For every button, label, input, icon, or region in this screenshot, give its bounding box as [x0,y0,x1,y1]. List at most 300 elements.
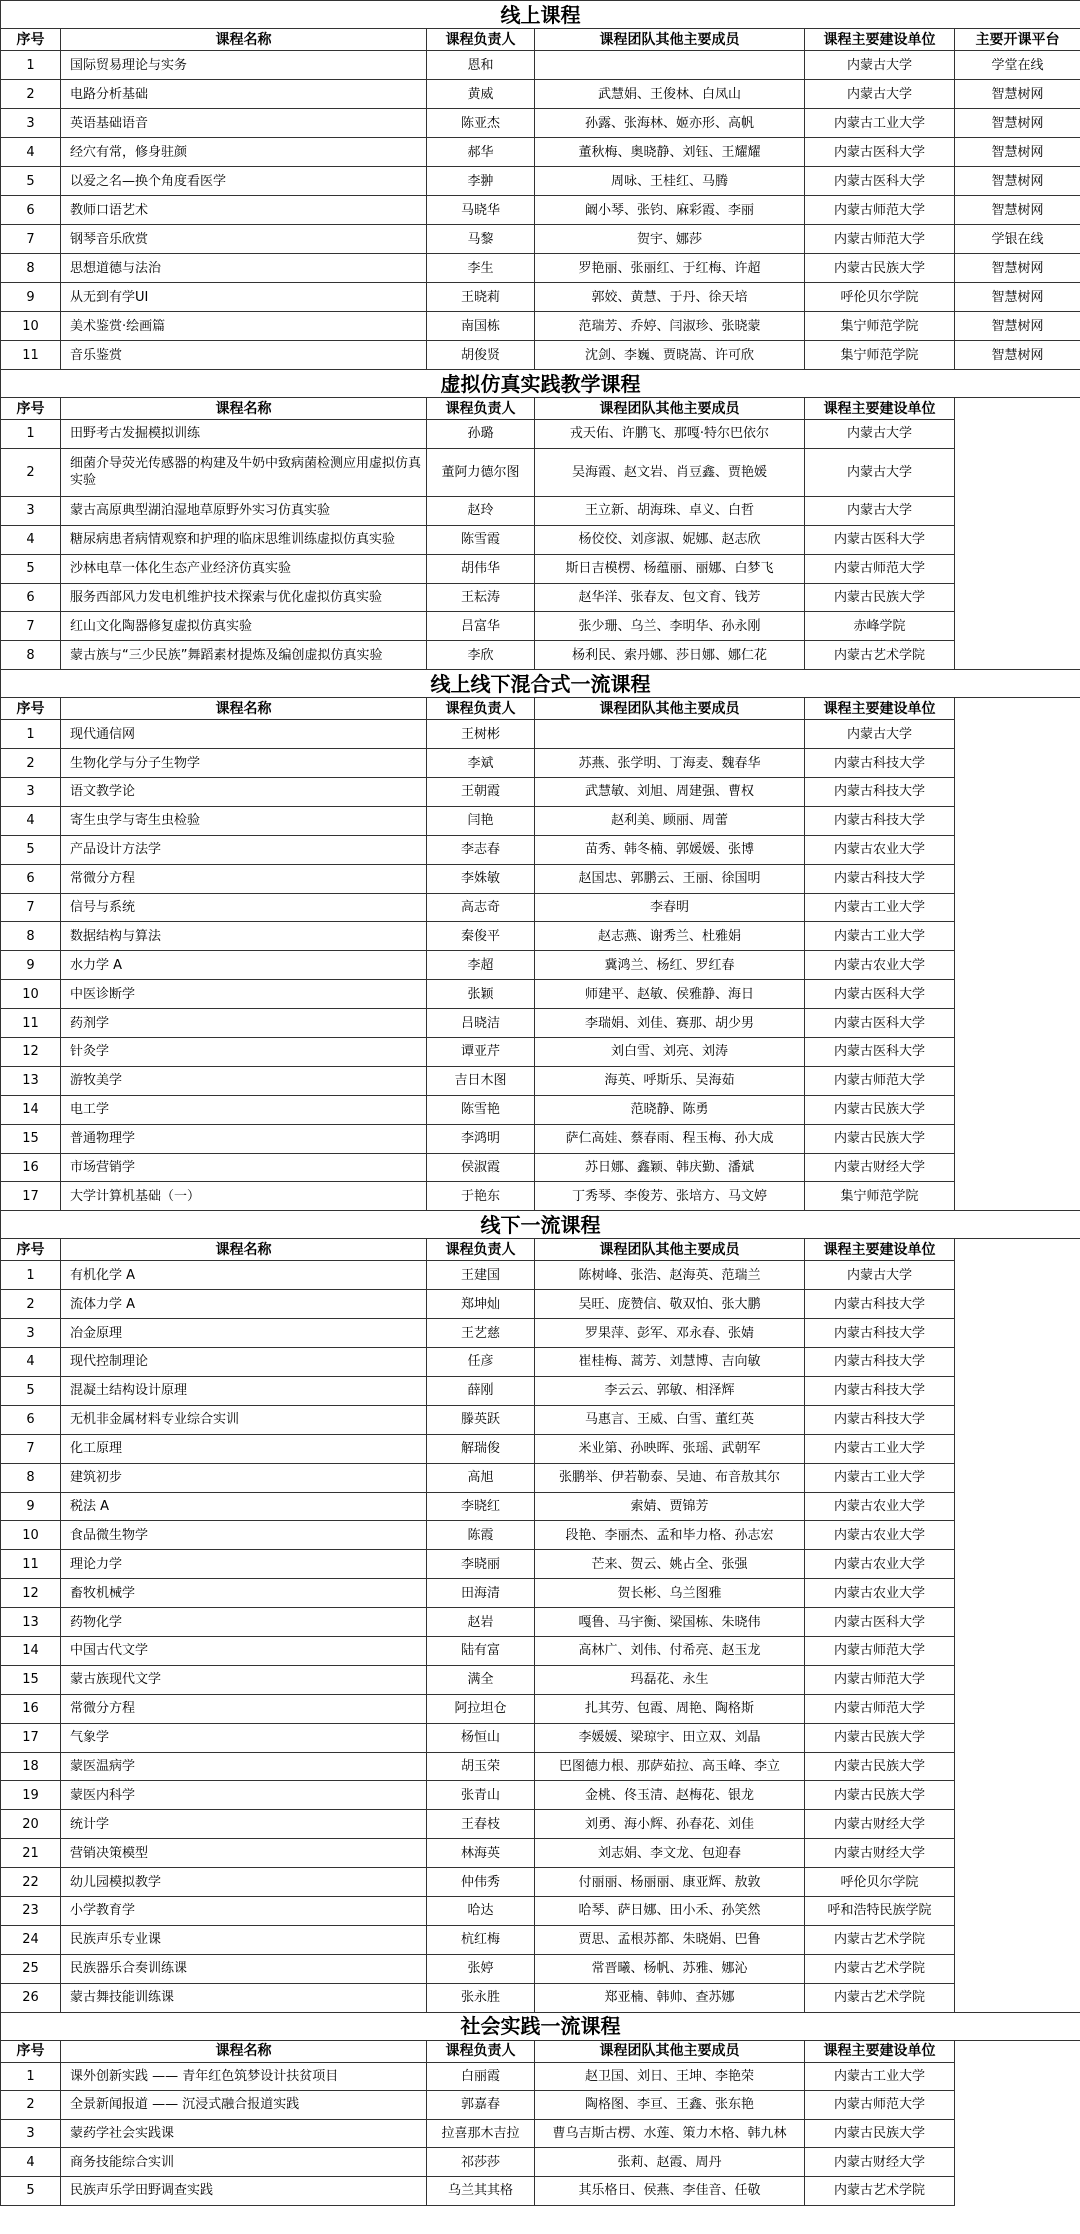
course-lead: 薛刚 [427,1376,535,1405]
table-row [1,1066,1080,1095]
table-row [1,554,1080,583]
table-row [1,1376,1080,1405]
course-name: 水力学 A [61,951,427,980]
empty-cell [955,864,1080,893]
row-index: 18 [1,1752,61,1781]
course-lead: 秦俊平 [427,922,535,951]
row-index: 1 [1,720,61,749]
table-row [1,225,1080,254]
course-lead: 吉日木图 [427,1066,535,1095]
empty-cell [955,612,1080,641]
header-platform: 主要开课平台 [955,29,1080,51]
institution: 内蒙古医科大学 [805,980,955,1009]
team-members: 刘勇、海小辉、孙春花、刘佳 [535,1810,805,1839]
table-row [1,1896,1080,1925]
team-members: 孙露、张海林、姬亦形、高帆 [535,109,805,138]
empty-cell [955,1954,1080,1983]
course-lead: 李生 [427,254,535,283]
course-name: 音乐鉴赏 [61,341,427,370]
course-name: 蒙古族与“三少民族”舞蹈素材提炼及编创虚拟仿真实验 [61,641,427,670]
table-row [1,951,1080,980]
team-members: 冀鸿兰、杨红、罗红春 [535,951,805,980]
platform: 智慧树网 [955,254,1080,283]
platform: 智慧树网 [955,312,1080,341]
header-lead: 课程负责人 [427,2040,535,2062]
course-lead: 陆有富 [427,1636,535,1665]
row-index: 20 [1,1810,61,1839]
header-lead: 课程负责人 [427,1239,535,1261]
empty-cell [955,496,1080,525]
table-row [1,1723,1080,1752]
row-index: 3 [1,2119,61,2148]
team-members: 刘白雪、刘亮、刘涛 [535,1038,805,1067]
course-name: 沙林电草一体化生态产业经济仿真实验 [61,554,427,583]
table-row [1,448,1080,496]
institution: 内蒙古大学 [805,448,955,496]
team-members: 刘志娟、李文龙、包迎春 [535,1839,805,1868]
empty-cell [955,951,1080,980]
institution: 内蒙古大学 [805,720,955,749]
course-name: 蒙医温病学 [61,1752,427,1781]
table-row [1,1694,1080,1723]
row-index: 8 [1,1463,61,1492]
course-lead: 马晓华 [427,196,535,225]
institution: 内蒙古民族大学 [805,1723,955,1752]
row-index: 19 [1,1781,61,1810]
header-course-name: 课程名称 [61,398,427,420]
row-index: 6 [1,864,61,893]
empty-cell [955,1376,1080,1405]
row-index: 9 [1,951,61,980]
row-index: 6 [1,196,61,225]
row-index: 4 [1,525,61,554]
course-name: 药物化学 [61,1608,427,1637]
empty-cell [955,1348,1080,1377]
course-lead: 郝华 [427,138,535,167]
empty-cell [955,1405,1080,1434]
institution: 内蒙古民族大学 [805,254,955,283]
institution: 内蒙古科技大学 [805,1376,955,1405]
institution: 内蒙古工业大学 [805,2062,955,2091]
empty-cell [955,749,1080,778]
course-lead: 祁莎莎 [427,2148,535,2177]
team-members: 吴旺、庞赞信、敬双怕、张大鹏 [535,1290,805,1319]
empty-cell [955,1839,1080,1868]
course-lead: 高志奇 [427,893,535,922]
course-lead: 张永胜 [427,1983,535,2012]
institution: 内蒙古科技大学 [805,864,955,893]
table-row [1,864,1080,893]
team-members: 苏燕、张学明、丁海麦、魏春华 [535,749,805,778]
course-name: 糖尿病患者病情观察和护理的临床思维训练虚拟仿真实验 [61,525,427,554]
team-members: 扎其劳、包霞、周艳、陶格斯 [535,1694,805,1723]
team-members: 武慧娟、王俊林、白凤山 [535,80,805,109]
empty-cell [955,1608,1080,1637]
institution: 内蒙古财经大学 [805,1839,955,1868]
empty-cell [955,1579,1080,1608]
header-institution: 课程主要建设单位 [805,29,955,51]
course-lead: 任彦 [427,1348,535,1377]
course-lead: 陈雪艳 [427,1095,535,1124]
table-row [1,2119,1080,2148]
course-name: 产品设计方法学 [61,835,427,864]
empty-cell [955,806,1080,835]
course-name: 建筑初步 [61,1463,427,1492]
table-row [1,922,1080,951]
table-row [1,612,1080,641]
header-course-name: 课程名称 [61,29,427,51]
table-header-row [1,398,1080,420]
course-lead: 胡玉荣 [427,1752,535,1781]
empty-cell [955,1239,1080,1261]
course-name: 信号与系统 [61,893,427,922]
header-institution: 课程主要建设单位 [805,398,955,420]
empty-cell [955,2176,1080,2205]
row-index: 11 [1,341,61,370]
course-name: 普通物理学 [61,1124,427,1153]
course-name: 商务技能综合实训 [61,2148,427,2177]
row-index: 3 [1,109,61,138]
table-row [1,1636,1080,1665]
institution: 内蒙古民族大学 [805,2119,955,2148]
institution: 内蒙古医科大学 [805,1038,955,1067]
course-name: 电工学 [61,1095,427,1124]
table-row [1,1319,1080,1348]
team-members: 曹乌吉斯古楞、水莲、策力木格、韩九林 [535,2119,805,2148]
header-institution: 课程主要建设单位 [805,2040,955,2062]
course-name: 统计学 [61,1810,427,1839]
course-lead: 闫艳 [427,806,535,835]
table-row [1,980,1080,1009]
table-row [1,1839,1080,1868]
institution: 内蒙古大学 [805,420,955,449]
row-index: 13 [1,1066,61,1095]
course-name: 有机化学 A [61,1261,427,1290]
course-lead: 胡伟华 [427,554,535,583]
table-row [1,2062,1080,2091]
course-name: 课外创新实践 —— 青年红色筑梦设计扶贫项目 [61,2062,427,2091]
course-name: 民族声乐专业课 [61,1925,427,1954]
course-name: 民族器乐合奏训练课 [61,1954,427,1983]
empty-cell [955,1694,1080,1723]
course-name: 蒙古高原典型湖泊湿地草原野外实习仿真实验 [61,496,427,525]
course-name: 英语基础语音 [61,109,427,138]
row-index: 12 [1,1038,61,1067]
row-index: 11 [1,1009,61,1038]
row-index: 1 [1,420,61,449]
course-name: 流体力学 A [61,1290,427,1319]
section-title: 虚拟仿真实践教学课程 [1,370,1080,398]
empty-cell [955,448,1080,496]
institution: 内蒙古农业大学 [805,835,955,864]
institution: 内蒙古工业大学 [805,893,955,922]
institution: 内蒙古艺术学院 [805,1954,955,1983]
team-members: 索婧、贾锦芳 [535,1492,805,1521]
team-members: 赵华洋、张春友、包文育、钱芳 [535,583,805,612]
row-index: 9 [1,1492,61,1521]
table-row [1,641,1080,670]
empty-cell [955,1492,1080,1521]
course-name: 寄生虫学与寄生虫检验 [61,806,427,835]
course-name: 蒙药学社会实践课 [61,2119,427,2148]
course-lead: 马黎 [427,225,535,254]
row-index: 11 [1,1550,61,1579]
course-lead: 侯淑霞 [427,1153,535,1182]
course-lead: 王耘涛 [427,583,535,612]
table-row [1,1521,1080,1550]
table-row [1,283,1080,312]
row-index: 24 [1,1925,61,1954]
course-lead: 杭红梅 [427,1925,535,1954]
row-index: 10 [1,980,61,1009]
platform: 学银在线 [955,225,1080,254]
table-row [1,749,1080,778]
empty-cell [955,2091,1080,2120]
institution: 内蒙古工业大学 [805,109,955,138]
table-row [1,2176,1080,2205]
institution: 集宁师范学院 [805,1182,955,1211]
empty-cell [955,1868,1080,1897]
team-members: 赵国忠、郭鹏云、王丽、徐国明 [535,864,805,893]
team-members: 郭姣、黄慧、于丹、徐天培 [535,283,805,312]
team-members: 李瑞娟、刘佳、赛那、胡少男 [535,1009,805,1038]
header-index: 序号 [1,29,61,51]
institution: 内蒙古工业大学 [805,922,955,951]
table-row [1,720,1080,749]
team-members: 段艳、李丽杰、孟和毕力格、孙志宏 [535,1521,805,1550]
course-lead: 高旭 [427,1463,535,1492]
empty-cell [955,778,1080,807]
table-row [1,196,1080,225]
institution: 内蒙古大学 [805,80,955,109]
course-name: 畜牧机械学 [61,1579,427,1608]
institution: 内蒙古师范大学 [805,554,955,583]
team-members: 戎天佑、许鹏飞、那嘎·特尔巴依尔 [535,420,805,449]
institution: 内蒙古师范大学 [805,2091,955,2120]
course-lead: 白丽霞 [427,2062,535,2091]
empty-cell [955,893,1080,922]
team-members: 巴图德力根、那萨茹拉、高玉峰、李立 [535,1752,805,1781]
institution: 内蒙古民族大学 [805,1781,955,1810]
table-row [1,1261,1080,1290]
institution: 赤峰学院 [805,612,955,641]
course-lead: 李欣 [427,641,535,670]
institution: 内蒙古农业大学 [805,1550,955,1579]
table-row [1,1752,1080,1781]
section-title-row-virtual-sim [1,370,1080,398]
empty-cell [955,1463,1080,1492]
table-row [1,1405,1080,1434]
course-name: 理论力学 [61,1550,427,1579]
institution: 内蒙古工业大学 [805,1463,955,1492]
course-lead: 满全 [427,1665,535,1694]
team-members: 马惠言、王威、白雪、董红英 [535,1405,805,1434]
team-members: 付丽丽、杨丽丽、康亚辉、敖敦 [535,1868,805,1897]
team-members: 罗艳丽、张丽红、于红梅、许超 [535,254,805,283]
team-members: 沈剑、李巍、贾晓嵩、许可欣 [535,341,805,370]
team-members: 陈树峰、张浩、赵海英、范瑞兰 [535,1261,805,1290]
row-index: 7 [1,893,61,922]
course-name: 电路分析基础 [61,80,427,109]
table-row [1,1434,1080,1463]
header-lead: 课程负责人 [427,29,535,51]
course-name: 小学教育学 [61,1896,427,1925]
institution: 内蒙古医科大学 [805,138,955,167]
empty-cell [955,922,1080,951]
team-members: 金桃、佟玉清、赵梅花、银龙 [535,1781,805,1810]
empty-cell [955,583,1080,612]
row-index: 17 [1,1723,61,1752]
empty-cell [955,1636,1080,1665]
course-name: 蒙古族现代文学 [61,1665,427,1694]
table-row [1,341,1080,370]
team-members: 李云云、郭敏、相泽辉 [535,1376,805,1405]
course-name: 细菌介导荧光传感器的构建及牛奶中致病菌检测应用虚拟仿真实验 [61,448,427,496]
section-title-row-offline [1,1211,1080,1239]
team-members: 董秋梅、奥晓静、刘钰、王耀耀 [535,138,805,167]
course-lead: 李超 [427,951,535,980]
team-members: 玛磊花、永生 [535,1665,805,1694]
row-index: 25 [1,1954,61,1983]
course-lead: 李志春 [427,835,535,864]
row-index: 21 [1,1839,61,1868]
team-members: 芒来、贺云、姚占全、张强 [535,1550,805,1579]
row-index: 1 [1,2062,61,2091]
course-name: 红山文化陶器修复虚拟仿真实验 [61,612,427,641]
row-index: 22 [1,1868,61,1897]
row-index: 6 [1,1405,61,1434]
team-members: 王立新、胡海珠、卓义、白哲 [535,496,805,525]
institution: 内蒙古师范大学 [805,1066,955,1095]
table-row [1,1579,1080,1608]
course-lead: 仲伟秀 [427,1868,535,1897]
institution: 内蒙古大学 [805,496,955,525]
table-row [1,109,1080,138]
course-lead: 阿拉坦仓 [427,1694,535,1723]
empty-cell [955,1434,1080,1463]
row-index: 13 [1,1608,61,1637]
team-members: 张少珊、乌兰、李明华、孙永刚 [535,612,805,641]
course-lead: 李斌 [427,749,535,778]
header-course-name: 课程名称 [61,698,427,720]
table-header-row [1,2040,1080,2062]
empty-cell [955,1319,1080,1348]
institution: 内蒙古科技大学 [805,806,955,835]
empty-cell [955,1810,1080,1839]
course-name: 蒙古舞技能训练课 [61,1983,427,2012]
row-index: 15 [1,1124,61,1153]
platform: 智慧树网 [955,109,1080,138]
course-lead: 王晓莉 [427,283,535,312]
team-members: 贾思、孟根苏都、朱晓娟、巴鲁 [535,1925,805,1954]
team-members: 赵利美、顾丽、周蕾 [535,806,805,835]
course-lead: 乌兰其其格 [427,2176,535,2205]
course-name: 常微分方程 [61,864,427,893]
course-name: 冶金原理 [61,1319,427,1348]
team-members: 米业第、孙映晖、张瑶、武朝军 [535,1434,805,1463]
row-index: 14 [1,1636,61,1665]
empty-cell [955,1066,1080,1095]
course-name: 食品微生物学 [61,1521,427,1550]
empty-cell [955,641,1080,670]
row-index: 1 [1,51,61,80]
course-name: 现代控制理论 [61,1348,427,1377]
course-lead: 董阿力德尔图 [427,448,535,496]
course-name: 田野考古发掘模拟训练 [61,420,427,449]
table-row [1,1810,1080,1839]
empty-cell [955,1925,1080,1954]
team-members: 贺宇、娜莎 [535,225,805,254]
table-header-row [1,29,1080,51]
course-lead: 李姝敏 [427,864,535,893]
header-team-members: 课程团队其他主要成员 [535,2040,805,2062]
institution: 内蒙古科技大学 [805,1290,955,1319]
institution: 内蒙古财经大学 [805,1153,955,1182]
course-lead: 谭亚芹 [427,1038,535,1067]
header-team-members: 课程团队其他主要成员 [535,698,805,720]
row-index: 2 [1,2091,61,2120]
team-members: 其乐格日、侯燕、李佳音、任敬 [535,2176,805,2205]
table-row [1,1038,1080,1067]
institution: 呼伦贝尔学院 [805,283,955,312]
institution: 内蒙古民族大学 [805,583,955,612]
course-name: 药剂学 [61,1009,427,1038]
course-name: 教师口语艺术 [61,196,427,225]
header-team-members: 课程团队其他主要成员 [535,398,805,420]
course-name: 混凝土结构设计原理 [61,1376,427,1405]
platform: 智慧树网 [955,138,1080,167]
team-members: 周咏、王桂红、马腾 [535,167,805,196]
course-name: 美术鉴赏·绘画篇 [61,312,427,341]
institution: 内蒙古医科大学 [805,167,955,196]
table-row [1,2148,1080,2177]
table-row [1,835,1080,864]
empty-cell [955,1781,1080,1810]
course-lead: 王树彬 [427,720,535,749]
table-row [1,80,1080,109]
table-row [1,1153,1080,1182]
course-lead: 王朝霞 [427,778,535,807]
course-name: 蒙医内科学 [61,1781,427,1810]
institution: 内蒙古艺术学院 [805,1983,955,2012]
institution: 内蒙古师范大学 [805,196,955,225]
row-index: 1 [1,1261,61,1290]
row-index: 5 [1,554,61,583]
team-members: 斯日吉模楞、杨蕴丽、丽娜、白梦飞 [535,554,805,583]
empty-cell [955,1665,1080,1694]
empty-cell [955,525,1080,554]
course-lead: 拉喜那木吉拉 [427,2119,535,2148]
team-members: 丁秀琴、李俊芳、张培方、马文婷 [535,1182,805,1211]
course-name: 经穴有常，修身驻颜 [61,138,427,167]
row-index: 23 [1,1896,61,1925]
course-name: 民族声乐学田野调查实践 [61,2176,427,2205]
team-members: 高林广、刘伟、付希亮、赵玉龙 [535,1636,805,1665]
team-members [535,51,805,80]
table-row [1,778,1080,807]
institution: 呼和浩特民族学院 [805,1896,955,1925]
team-members: 范晓静、陈勇 [535,1095,805,1124]
team-members [535,720,805,749]
institution: 呼伦贝尔学院 [805,1868,955,1897]
section-title-row-online [1,1,1080,29]
empty-cell [955,1550,1080,1579]
course-name: 针灸学 [61,1038,427,1067]
row-index: 3 [1,778,61,807]
institution: 集宁师范学院 [805,341,955,370]
row-index: 12 [1,1579,61,1608]
course-lead: 赵玲 [427,496,535,525]
